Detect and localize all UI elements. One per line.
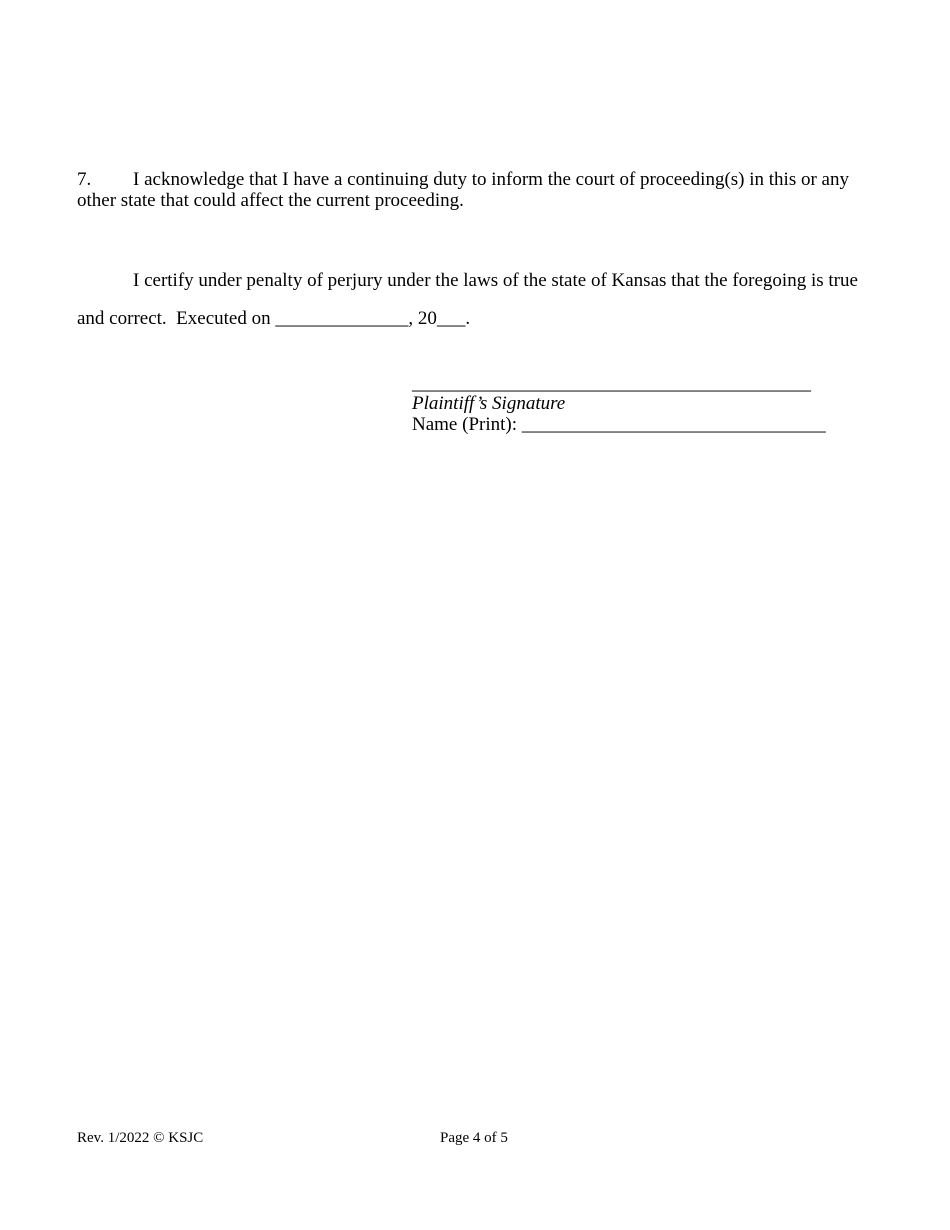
item-7-text-line-1: I acknowledge that I have a continuing duty to inform the court of proceeding(s) in this or any [133, 169, 849, 190]
signature-label: Plaintiff’s Signature [412, 393, 566, 414]
signature-line: __________________________________________ [412, 373, 811, 394]
page-number: Page 4 of 5 [440, 1130, 508, 1146]
name-print-field: Name (Print): ________________________________ [412, 414, 826, 435]
item-7-text-line-2: other state that could affect the current proceeding. [77, 190, 464, 211]
item-number: 7. [77, 169, 92, 190]
revision-note: Rev. 1/2022 © KSJC [77, 1130, 204, 1146]
certification-line-2: and correct. Executed on ______________, 20___. [77, 308, 471, 329]
certification-line-1: I certify under penalty of perjury under the laws of the state of Kansas that the foregoing is true [133, 270, 858, 291]
